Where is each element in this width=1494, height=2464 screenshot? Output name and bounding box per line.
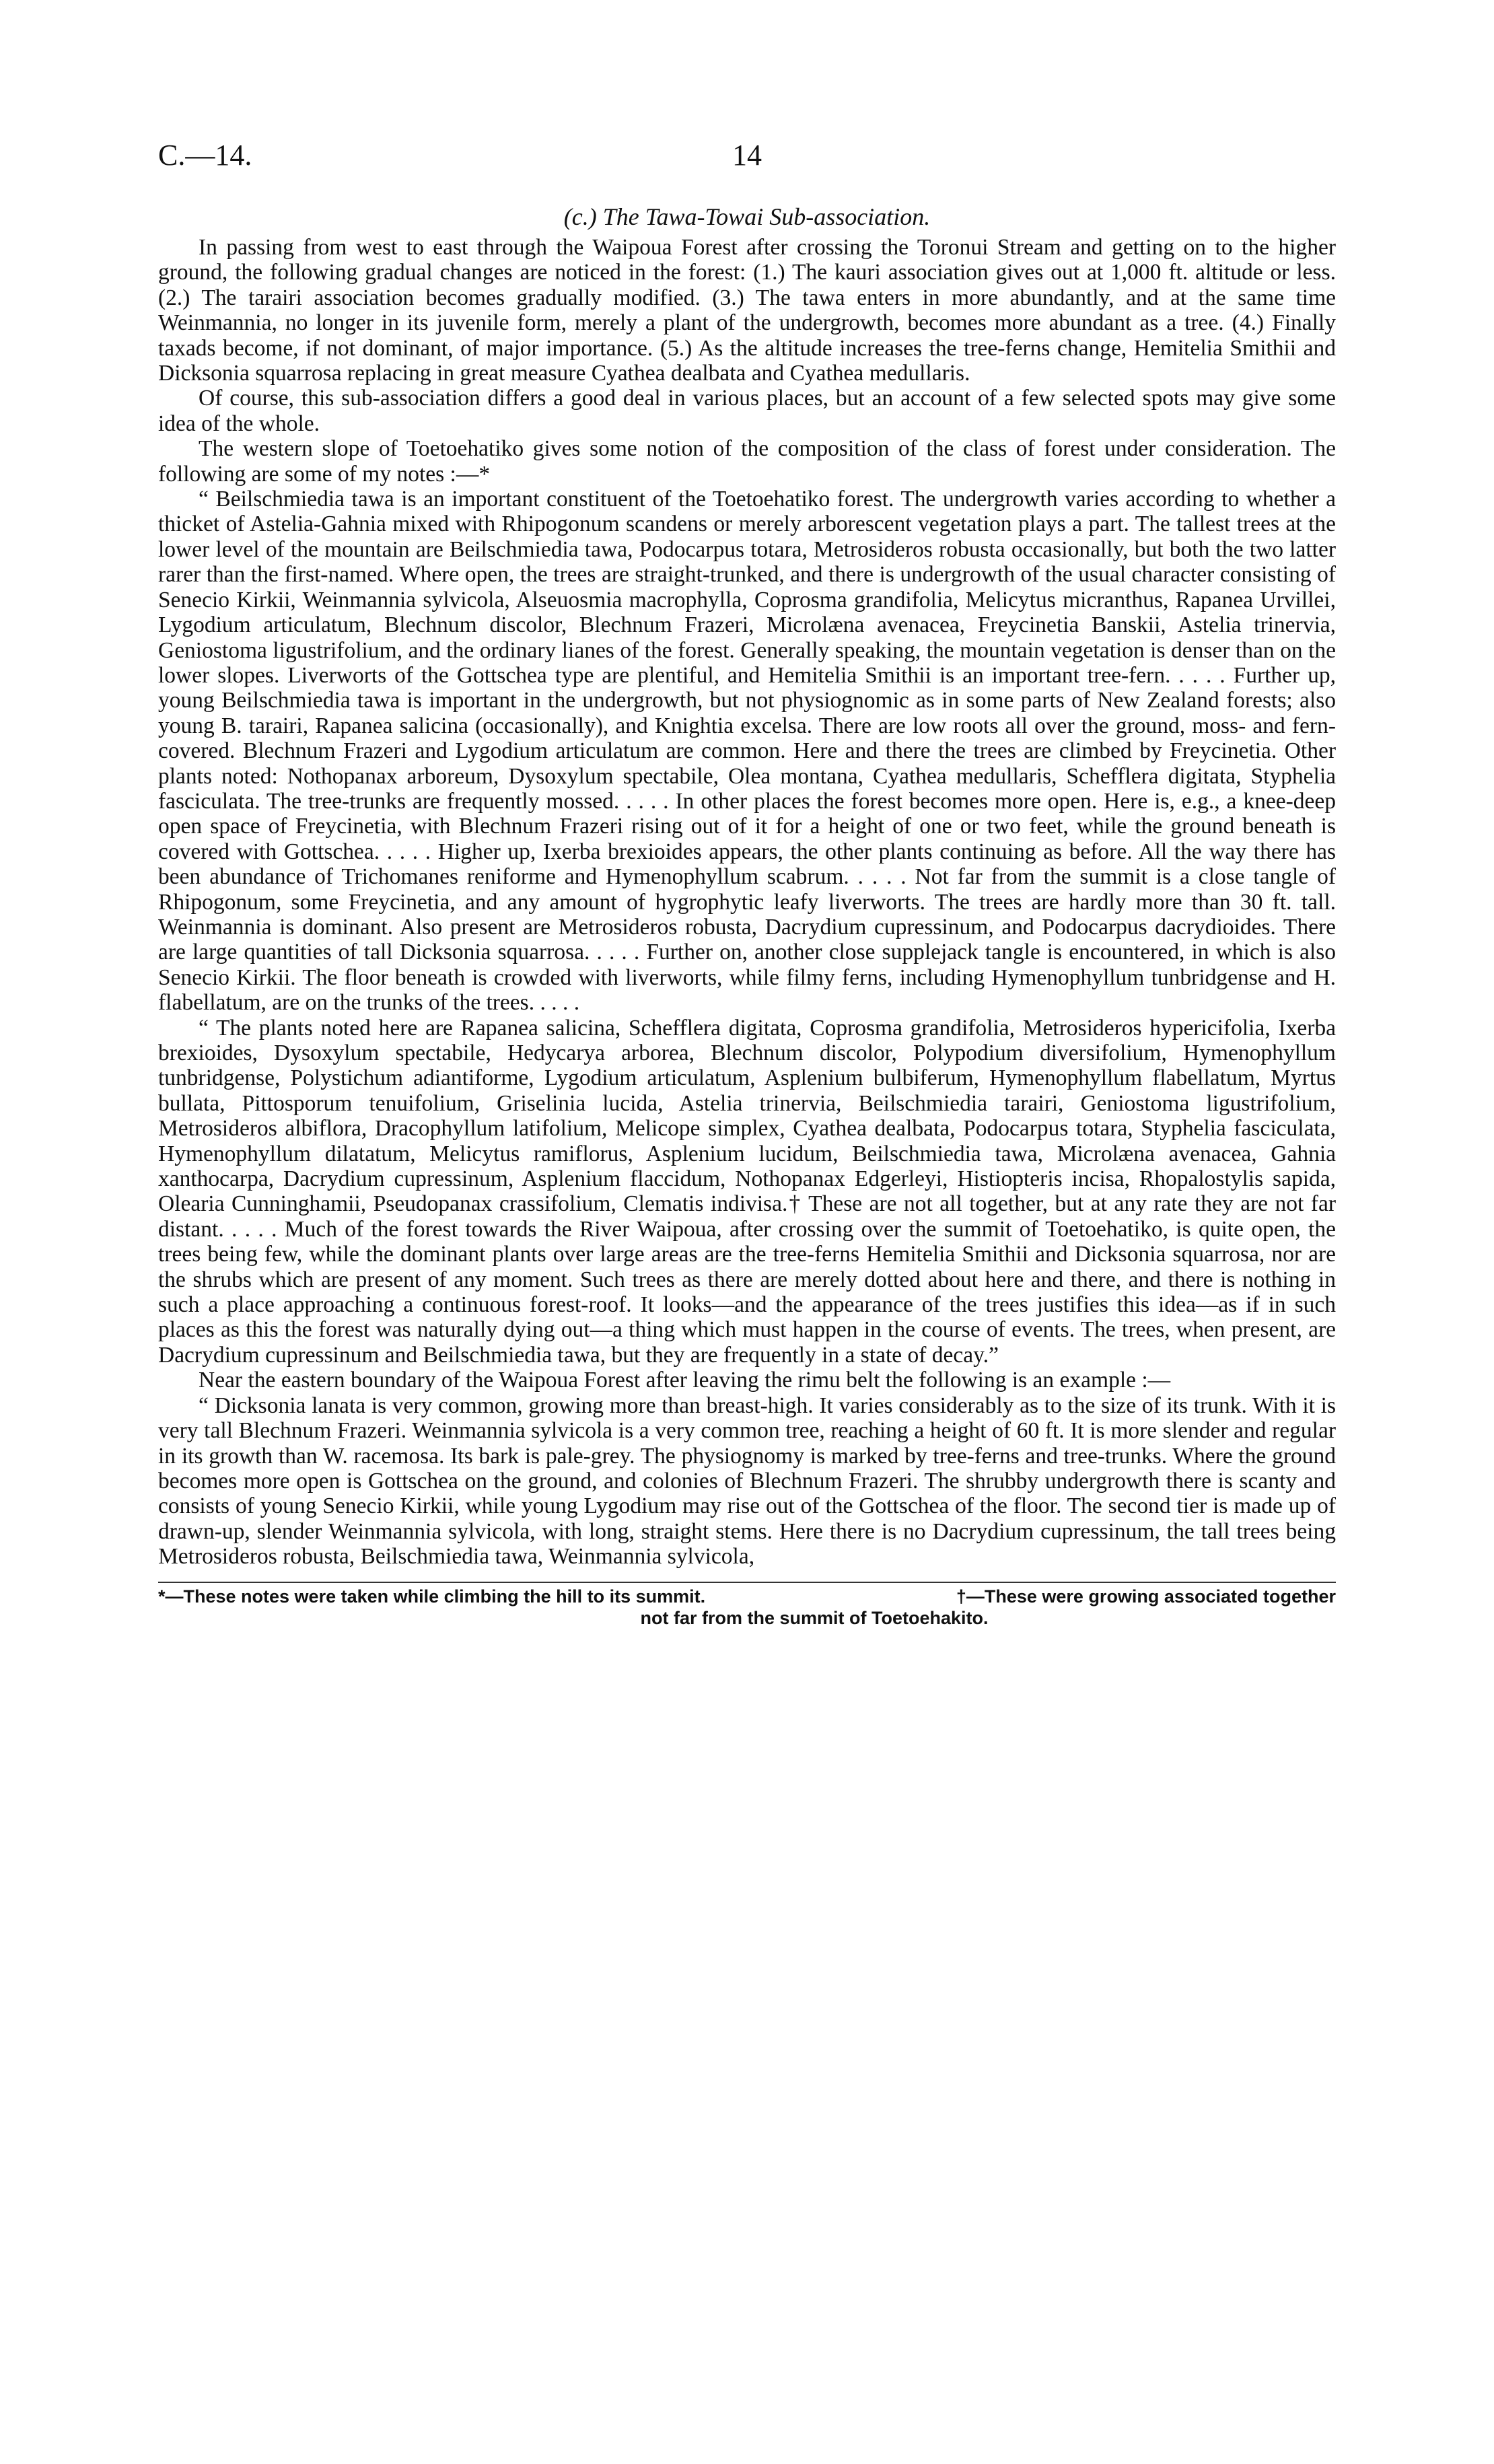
footnote-star: *—These notes were taken while climbing the hill to its summit.: [158, 1586, 706, 1607]
footnote-dagger: †—These were growing associated together: [956, 1586, 1336, 1607]
footnote-dagger-continued: not far from the summit of Toetoehakito.: [640, 1607, 989, 1628]
footnote-row: [158, 1586, 1336, 1607]
body-text: [158, 235, 1336, 1570]
document-reference: C.—14.: [158, 139, 252, 172]
paragraph: “ The plants noted here are Rapanea salicina, Schefflera digitata, Coprosma grandifolia, Metrosideros hypericifolia, Ixerba brexioides, Dysoxylum spectabile, Hedycarya arborea, Blechnum discolor, Polypodium diversifolium, Hymenophyllum tunbridgense, Polystichum adiantiforme, Lygodium articulatum, Asplenium bulbiferum, Hymenophyllum flabellatum, Myrtus bullata, Pittosporum tenuifolium, Griselinia lucida, Astelia trinervia, Beilschmiedia tarairi, Geniostoma ligustrifolium, Metrosideros albiflora, Dracophyllum latifolium, Melicope simplex, Cyathea dealbata, Podocarpus totara, Styphelia fasciculata, Hymenophyllum dilatatum, Melicytus ramiflorus, Asplenium lucidum, Beilschmiedia tawa, Microlæna avenacea, Gahnia xanthocarpa, Dacrydium cupressinum, Asplenium flaccidum, Nothopanax Edgerleyi, Histiopteris incisa, Rhopalostylis sapida, Olearia Cunninghamii, Pseudopanax crassifolium, Clematis indivisa.† These are not all together, but at any rate they are not far distant. . . . . Much of the forest towards the River Waipoua, after crossing over the summit of Toetoehatiko, is quite open, the trees being few, while the dominant plants over large areas are the tree-ferns Hemitelia Smithii and Dicksonia squarrosa, nor are the shrubs which are present of any moment. Such trees as there are merely dotted about here and there, and there is nothing in such a place approaching a continuous forest-roof. It looks—and the appearance of the trees justifies this idea—as if in such places as this the forest was naturally dying out—a thing which must happen in the course of events. The trees, when present, are Dacrydium cupressinum and Beilschmiedia tawa, but they are frequently in a state of decay.”: [158, 1015, 1336, 1368]
paragraph: In passing from west to east through the Waipoua Forest after crossing the Toronui Stream and getting on to the higher ground, the following gradual changes are noticed in the forest: (1.) The kauri association gives out at 1,000 ft. altitude or less. (2.) The tarairi association becomes gradually modified. (3.) The tawa enters in more abundantly, and at the same time Weinmannia, no longer in its juvenile form, merely a plant of the undergrowth, becomes more abundant as a tree. (4.) Finally taxads become, if not dominant, of major importance. (5.) As the altitude increases the tree-ferns change, Hemitelia Smithii and Dicksonia squarrosa replacing in great measure Cyathea dealbata and Cyathea medullaris.: [158, 235, 1336, 386]
paragraph: “ Beilschmiedia tawa is an important constituent of the Toetoehatiko forest. The undergrowth varies according to whether a thicket of Astelia-Gahnia mixed with Rhipogonum scandens or merely arborescent vegetation plays a part. The tallest trees at the lower level of the mountain are Beilschmiedia tawa, Podocarpus totara, Metrosideros robusta occasionally, but both the two latter rarer than the first-named. Where open, the trees are straight-trunked, and there is undergrowth of the usual character consisting of Senecio Kirkii, Weinmannia sylvicola, Alseuosmia macrophylla, Coprosma grandifolia, Melicytus micranthus, Rapanea Urvillei, Lygodium articulatum, Blechnum discolor, Blechnum Frazeri, Microlæna avenacea, Freycinetia Banskii, Astelia trinervia, Geniostoma ligustrifolium, and the ordinary lianes of the forest. Generally speaking, the mountain vegetation is denser than on the lower slopes. Liverworts of the Gottschea type are plentiful, and Hemitelia Smithii is an important tree-fern. . . . . Further up, young Beilschmiedia tawa is important in the undergrowth, but not physiognomic as in some parts of New Zealand forests; also young B. tarairi, Rapanea salicina (occasionally), and Knightia excelsa. There are low roots all over the ground, moss- and fern-covered. Blechnum Frazeri and Lygodium articulatum are common. Here and there the trees are climbed by Freycinetia. Other plants noted: Nothopanax arboreum, Dysoxylum spectabile, Olea montana, Cyathea medullaris, Schefflera digitata, Styphelia fasciculata. The tree-trunks are frequently mossed. . . . . In other places the forest becomes more open. Here is, e.g., a knee-deep open space of Freycinetia, with Blechnum Frazeri rising out of it for a height of one or two feet, while the ground beneath is covered with Gottschea. . . . . Higher up, Ixerba brexioides appears, the other plants continuing as before. All the way there has been abundance of Trichomanes reniforme and Hymenophyllum scabrum. . . . . Not far from the summit is a close tangle of Rhipogonum, some Freycinetia, and any amount of hygrophytic leafy liverworts. The trees are hardly more than 30 ft. tall. Weinmannia is dominant. Also present are Metrosideros robusta, Dacrydium cupressinum, and Podocarpus dacrydioides. There are large quantities of tall Dicksonia squarrosa. . . . . Further on, another close supplejack tangle is encountered, in which is also Senecio Kirkii. The floor beneath is crowded with liverworts, while filmy ferns, including Hymenophyllum tunbridgense and H. flabellatum, are on the trunks of the trees. . . . .: [158, 487, 1336, 1016]
page-header: [158, 138, 1336, 178]
document-page: [158, 138, 1336, 1629]
section-heading: (c.) The Tawa-Towai Sub-association.: [563, 203, 931, 230]
footnote-divider: [158, 1582, 1336, 1583]
paragraph: Near the eastern boundary of the Waipoua Forest after leaving the rimu belt the following is an example :—: [199, 1368, 1171, 1393]
page-number: 14: [732, 139, 762, 172]
paragraph: The western slope of Toetoehatiko gives some notion of the composition of the class of forest under consideration. The following are some of my notes :—*: [158, 436, 1336, 487]
footnotes: [158, 1586, 1336, 1629]
paragraph: “ Dicksonia lanata is very common, growing more than breast-high. It varies considerably as to the size of its trunk. With it is very tall Blechnum Frazeri. Weinmannia sylvicola is a very common tree, reaching a height of 60 ft. It is more slender and regular in its growth than W. racemosa. Its bark is pale-grey. The physiognomy is marked by tree-ferns and tree-trunks. Where the ground becomes more open is Gottschea on the ground, and colonies of Blechnum Frazeri. The shrubby undergrowth there is scanty and consists of young Senecio Kirkii, while young Lygodium may rise out of the Gottschea of the floor. The second tier is made up of drawn-up, slender Weinmannia sylvicola, with long, straight stems. Here there is no Dacrydium cupressinum, the tall trees being Metrosideros robusta, Beilschmiedia tawa, Weinmannia sylvicola,: [158, 1393, 1336, 1570]
paragraph: Of course, this sub-association differs a good deal in various places, but an account of a few selected spots may give some idea of the whole.: [158, 386, 1336, 436]
